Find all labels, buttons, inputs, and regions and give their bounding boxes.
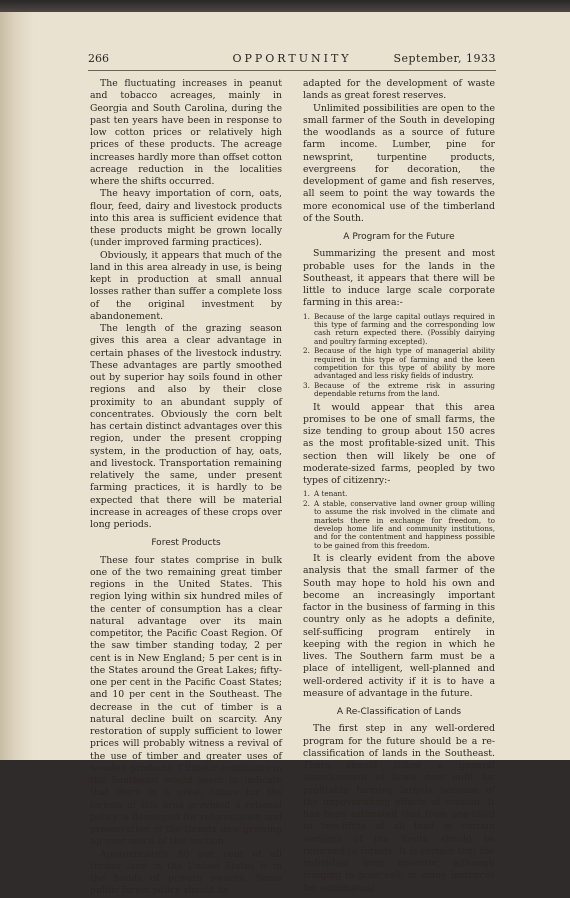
paragraph: The first step in any well-ordered program for the future should be a re-classification of lands in the Southeast. There should follow a general abandonment of lands now unfit for profitable farming largely because of the impoverishing effects of erosion. It has been estimated that from one-third to two-fifths of all land in certain sections of the South should be returned to forests. It is certain that the individual farm operator, although clinging to poor soil, in many instances for sentimental: [303, 723, 495, 894]
list-text: Because of the extreme risk in assuring dependable returns from the land.: [314, 380, 495, 399]
list-number: 1.: [303, 489, 310, 499]
list-number: 1.: [303, 311, 310, 321]
section-heading-forest-products: Forest Products: [151, 538, 221, 549]
section-heading-reclassification: A Re-Classification of Lands: [336, 707, 462, 718]
paragraph: Summarizing the present and most probable uses for the lands in the Southeast, it appears that there will be little to induce large scale corporate farming in this area:-: [303, 248, 495, 309]
list-text: Because of the large capital outlays required in this type of farming and the corresponding low cash return expected there. (Possibly dairying and poultry farming excepted).: [314, 311, 495, 346]
list-item: [303, 347, 495, 381]
numbered-list: [303, 313, 495, 399]
running-header: [88, 52, 496, 66]
paragraph: It would appear that this area promises to be one of small farms, the size tending to group about 150 acres as the most profitable-sized unit. This section then will likely be one of moderate-sized farms, peopled by two types of citizenry:-: [303, 401, 495, 487]
journal-title: OPPORTUNITY: [232, 52, 352, 65]
paragraph: These four states comprise in bulk one of the two remaining great timber regions in the United States. This region lying within six hundred miles of the center of consumption has a clear natural advantage over its main competitor, the Pacific Coast Region. Of the saw timber standing today, 2 per cent is in New England; 5 per cent is in the States around the Great Lakes; fifty-one per cent in the Pacific Coast States; and 10 per cent in the Southeast. The decrease in the cut of timber is a natural decline built on scarcity. Any restoration of supply sufficient to lower prices will probably witness a revival of the use of timber and greater uses of wooden products. Climatic conditions in the Southeast would seem to indicate that there is a great future for the forests of this area provided a rational policy is developed for reforestation and preservation of the forests now growing up over much of this section.: [90, 554, 282, 848]
scan-top-edge: [0, 0, 570, 12]
list-item: [303, 382, 495, 399]
paragraph: The fluctuating increases in peanut and tobacco acreages, mainly in Georgia and South Carolina, during the past ten years have been in response to low cotton prices or relatively high prices of these products. The acreage increases hardly more than offset cotton acreage reduction in the localities where the shifts occurred.: [90, 78, 282, 187]
list-item: [303, 500, 495, 550]
list-item: [303, 313, 495, 347]
section-heading-program-future: A Program for the Future: [343, 232, 455, 242]
left-column: [90, 78, 282, 897]
list-text: A tenant.: [314, 489, 348, 499]
page-number: 266: [88, 52, 109, 65]
right-column: [303, 78, 495, 894]
list-number: 2.: [303, 498, 310, 508]
paragraph: adapted for the development of waste lands as great forest reserves.: [303, 78, 495, 102]
paragraph: It is clearly evident from the above analysis that the small farmer of the South may hope to hold his own and become an increasingly important factor in the business of farming in this country only as he adopts a definite, self-sufficing program entirely in keeping with the region in which he lives. The Southern farm must be a place of intelligent, well-planned and well-ordered activity if it is to have a measure of advantage in the future.: [303, 553, 495, 699]
paragraph: Approximately 80 per cent of all timber land in the United States is in the hands of private owners. Some public forest policy should be: [90, 848, 282, 897]
issue-date: September, 1933: [393, 52, 496, 65]
paragraph: Unlimited possibilities are open to the small farmer of the South in developing the woodlands as a source of future farm income. Lumber, pine for newsprint, turpentine products, evergreens for decoration, the development of game and fish reserves, all seem to point the way towards the more economical use of the timberland of the South.: [303, 102, 495, 224]
paragraph: The heavy importation of corn, oats, flour, feed, dairy and livestock products into this area is sufficient evidence that these products might be grown locally (under improved farming practices).: [90, 188, 282, 249]
list-text: A stable, conservative land owner group willing to assume the risk involved in the climate and markets there in exchange for freedom, to develop home life and community institutions, and for the contentment and happiness possible to be gained from this freedom.: [314, 498, 495, 550]
list-text: Because of the high type of managerial ability required in this type of farming and the keen competition for this type of ability by more advantaged and less risky fields of industry.: [314, 346, 495, 381]
header-rule: [88, 70, 496, 71]
paragraph: Obviously, it appears that much of the land in this area already in use, is being kept in production at small annual losses rather than suffer a complete loss of the original investment by abandonement.: [90, 249, 282, 322]
list-number: 2.: [303, 346, 310, 356]
list-number: 3.: [303, 380, 310, 390]
page-binding-shadow: [0, 12, 34, 760]
numbered-list: [303, 490, 495, 550]
list-item: [303, 490, 495, 498]
paragraph: The length of the grazing season gives this area a clear advantage in certain phases of the livestock industry. These advantages are partly smoothed out by superior hay soils found in other regions and also by their close proximity to an abundant supply of concentrates. Obviously the corn belt has certain distinct advantages over this region, under the present cropping system, in the production of hay, oats, and livestock. Transportation remaining relatively the same, under present farming practices, it is hardly to be expected that there will be material increase in acreages of these crops over long periods.: [90, 323, 282, 530]
